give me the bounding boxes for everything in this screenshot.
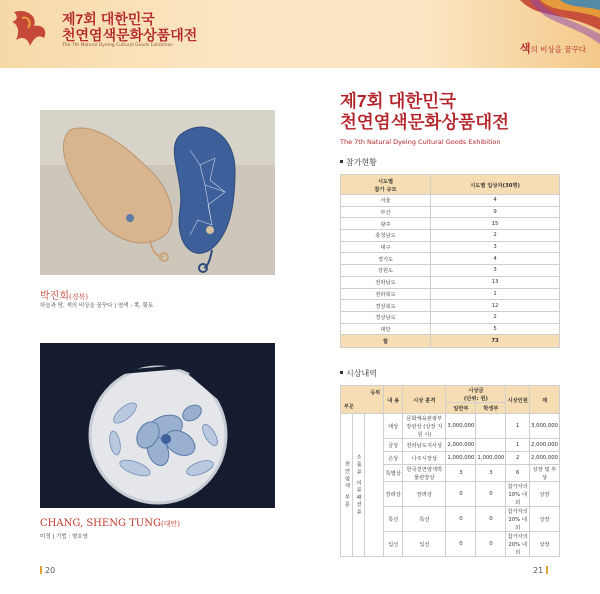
- region-cell: 광주: [341, 218, 431, 230]
- region-cell: 경상북도: [341, 300, 431, 312]
- page-header: [0, 0, 600, 68]
- header-people: 시상인원: [506, 386, 530, 414]
- table-row: [341, 323, 560, 335]
- total-cell: 상장: [530, 532, 560, 557]
- page-subtitle: The 7th Natural Dyeing Cultural Goods Exhibition: [340, 138, 501, 146]
- student-cell: 1,000,000: [476, 452, 506, 465]
- student-cell: [476, 414, 506, 439]
- count-cell: 4: [431, 195, 560, 207]
- count-cell: 15: [431, 218, 560, 230]
- count-cell: 1: [431, 288, 560, 300]
- awards-table: [340, 385, 560, 557]
- subcategory-cell: [352, 414, 364, 557]
- award-name-cell: 문화체육관광부장관상 (상장 지원 시): [403, 414, 446, 439]
- total-cell: 2,000,000: [530, 439, 560, 452]
- award-name-cell: 한국천연염색박물관장상: [403, 465, 446, 482]
- table-row: [341, 265, 560, 277]
- student-cell: 0: [476, 532, 506, 557]
- header-total: 계: [530, 386, 560, 414]
- header-title-line1: 제7회 대한민국: [62, 11, 155, 27]
- general-cell: 0: [446, 532, 476, 557]
- people-cell: 1: [506, 414, 530, 439]
- rank-cell: 대상: [384, 414, 403, 439]
- cushion-photo: [40, 110, 275, 275]
- student-cell: [476, 439, 506, 452]
- artist2-name-text: CHANG, SHENG TUNG: [40, 518, 161, 529]
- table-row: [341, 300, 560, 312]
- slogan-text: 의 비상을 꿈꾸다: [530, 45, 586, 54]
- page-title: [340, 91, 509, 133]
- award-name-cell: 전라남도지사상: [403, 439, 446, 452]
- table-row: [341, 195, 560, 207]
- header-rank-dept: [341, 386, 384, 414]
- header-prize: [446, 386, 506, 403]
- total-label: 합: [341, 335, 431, 348]
- header-general: 일반부: [446, 403, 476, 414]
- section-participation-heading: [340, 157, 377, 168]
- table-row: [341, 241, 560, 253]
- count-cell: 5: [431, 323, 560, 335]
- participation-table: [340, 174, 560, 348]
- count-cell: 4: [431, 253, 560, 265]
- total-value: 73: [431, 335, 560, 348]
- page-title-line2: 천연염색문화상품대전: [340, 112, 510, 132]
- category-cell: [341, 414, 353, 557]
- header-title: [62, 11, 197, 43]
- region-cell: 대만: [341, 323, 431, 335]
- header-prize-unit: (단위: 원): [463, 396, 488, 402]
- bullet-icon: [340, 371, 343, 374]
- row-label-2: 참가 규모: [374, 186, 397, 193]
- flower-illustration: [40, 343, 275, 508]
- phoenix-logo-icon: [8, 4, 52, 54]
- spacer-cell: [364, 414, 384, 557]
- region-cell: 전라남도: [341, 276, 431, 288]
- count-cell: 2: [431, 230, 560, 242]
- general-cell: 1,000,000: [446, 452, 476, 465]
- people-cell: 2: [506, 452, 530, 465]
- header-rank: 등위: [370, 390, 381, 396]
- region-cell: 충청남도: [341, 230, 431, 242]
- row-label-1: 시도별: [377, 178, 394, 185]
- region-cell: 경기도: [341, 253, 431, 265]
- artist1-region: (경북): [68, 293, 88, 301]
- page-number-left-text: 20: [45, 566, 56, 575]
- people-cell: 1: [506, 439, 530, 452]
- total-cell: 2,000,000: [530, 452, 560, 465]
- award-name-cell: 나주시장상: [403, 452, 446, 465]
- rank-cell: 금상: [384, 439, 403, 452]
- region-cell: 전라북도: [341, 288, 431, 300]
- student-cell: 3: [476, 465, 506, 482]
- artist2-description: 미정 | 기법 : 형호염: [40, 534, 88, 540]
- page-title-line1: 제7회 대한민국: [340, 91, 457, 111]
- rank-cell: 특별상: [384, 465, 403, 482]
- participation-rows: [341, 195, 560, 348]
- category-1: 천연염색: [343, 461, 350, 491]
- header-detail: 내 용: [384, 386, 403, 414]
- rank-cell: 장려상: [384, 482, 403, 507]
- header-subtitle: The 7th Natural Dyeing Cultural Goods Exhibition: [62, 43, 174, 48]
- award-name-cell: 입선: [403, 532, 446, 557]
- student-cell: 0: [476, 507, 506, 532]
- table-row: [341, 276, 560, 288]
- page-number-left: [40, 566, 55, 575]
- artist2-name: [40, 518, 180, 529]
- count-cell: 12: [431, 300, 560, 312]
- student-cell: 0: [476, 482, 506, 507]
- section-awards-heading: [340, 368, 377, 379]
- table-row: [341, 311, 560, 323]
- slogan-highlight: 색: [519, 42, 531, 55]
- page-number-right: [533, 566, 548, 575]
- region-cell: 대구: [341, 241, 431, 253]
- count-cell: 3: [431, 265, 560, 277]
- header-dept: 부문: [344, 404, 354, 410]
- table-row: [341, 288, 560, 300]
- page-bar-right: [546, 566, 548, 574]
- artist1-name-text: 박진희: [40, 291, 69, 302]
- header-student: 학생부: [476, 403, 506, 414]
- region-cell: 경상남도: [341, 311, 431, 323]
- page-number-right-text: 21: [533, 566, 544, 575]
- total-cell: 상장: [530, 482, 560, 507]
- bullet-icon: [340, 160, 343, 163]
- table-row: [341, 253, 560, 265]
- count-cell: 9: [431, 206, 560, 218]
- rank-cell: 은상: [384, 452, 403, 465]
- artist1-name: [40, 287, 88, 302]
- people-cell: 참가자의 20% 내외: [506, 507, 530, 532]
- header-prize-label: 시상금: [468, 388, 484, 394]
- people-cell: 6: [506, 465, 530, 482]
- table-row: [341, 218, 560, 230]
- artist1-description: 하늘과 땅, 색의 비상을 꿈꾸다 | 염색 : 쪽, 황토: [40, 303, 154, 309]
- total-cell: 상장: [530, 507, 560, 532]
- rank-cell: 특선: [384, 507, 403, 532]
- row-label-cell: [341, 175, 431, 195]
- page-bar-left: [40, 566, 42, 574]
- region-cell: 부산: [341, 206, 431, 218]
- artist2-region: (대만): [160, 520, 180, 528]
- count-cell: 2: [431, 311, 560, 323]
- count-cell: 13: [431, 276, 560, 288]
- subcategory-1: 소품류: [355, 453, 362, 476]
- rank-cell: 입선: [384, 532, 403, 557]
- category-2: 부문: [343, 494, 350, 509]
- flower-textile-photo: [40, 343, 275, 508]
- general-cell: 0: [446, 507, 476, 532]
- cushion-illustration: [40, 110, 275, 275]
- general-cell: 3: [446, 465, 476, 482]
- award-name-cell: 장려상: [403, 482, 446, 507]
- header-award-name: 시상 훈격: [403, 386, 446, 414]
- section-participation-label: 참가현황: [346, 158, 377, 167]
- award-name-cell: 특선: [403, 507, 446, 532]
- general-cell: 3,000,000: [446, 414, 476, 439]
- awards-rows: [341, 414, 560, 557]
- count-cell: 3: [431, 241, 560, 253]
- section-awards-label: 시상내역: [346, 369, 377, 378]
- subcategory-2: 의류패션류: [355, 479, 362, 517]
- people-cell: 참가자의 10% 내외: [506, 482, 530, 507]
- region-cell: 서울: [341, 195, 431, 207]
- table-row: [341, 206, 560, 218]
- total-cell: 상장 및 부상: [530, 465, 560, 482]
- header-title-line2: 천연염색문화상품대전: [62, 27, 198, 43]
- general-cell: 2,000,000: [446, 439, 476, 452]
- general-cell: 0: [446, 482, 476, 507]
- people-cell: 참가자의 20% 내외: [506, 532, 530, 557]
- region-cell: 강원도: [341, 265, 431, 277]
- table-row: [341, 230, 560, 242]
- header-slogan: [520, 40, 586, 56]
- total-row: [341, 335, 560, 348]
- table-row: [341, 414, 560, 439]
- total-cell: 3,000,000: [530, 414, 560, 439]
- participation-header: 시도별 입상자(30명): [431, 175, 560, 195]
